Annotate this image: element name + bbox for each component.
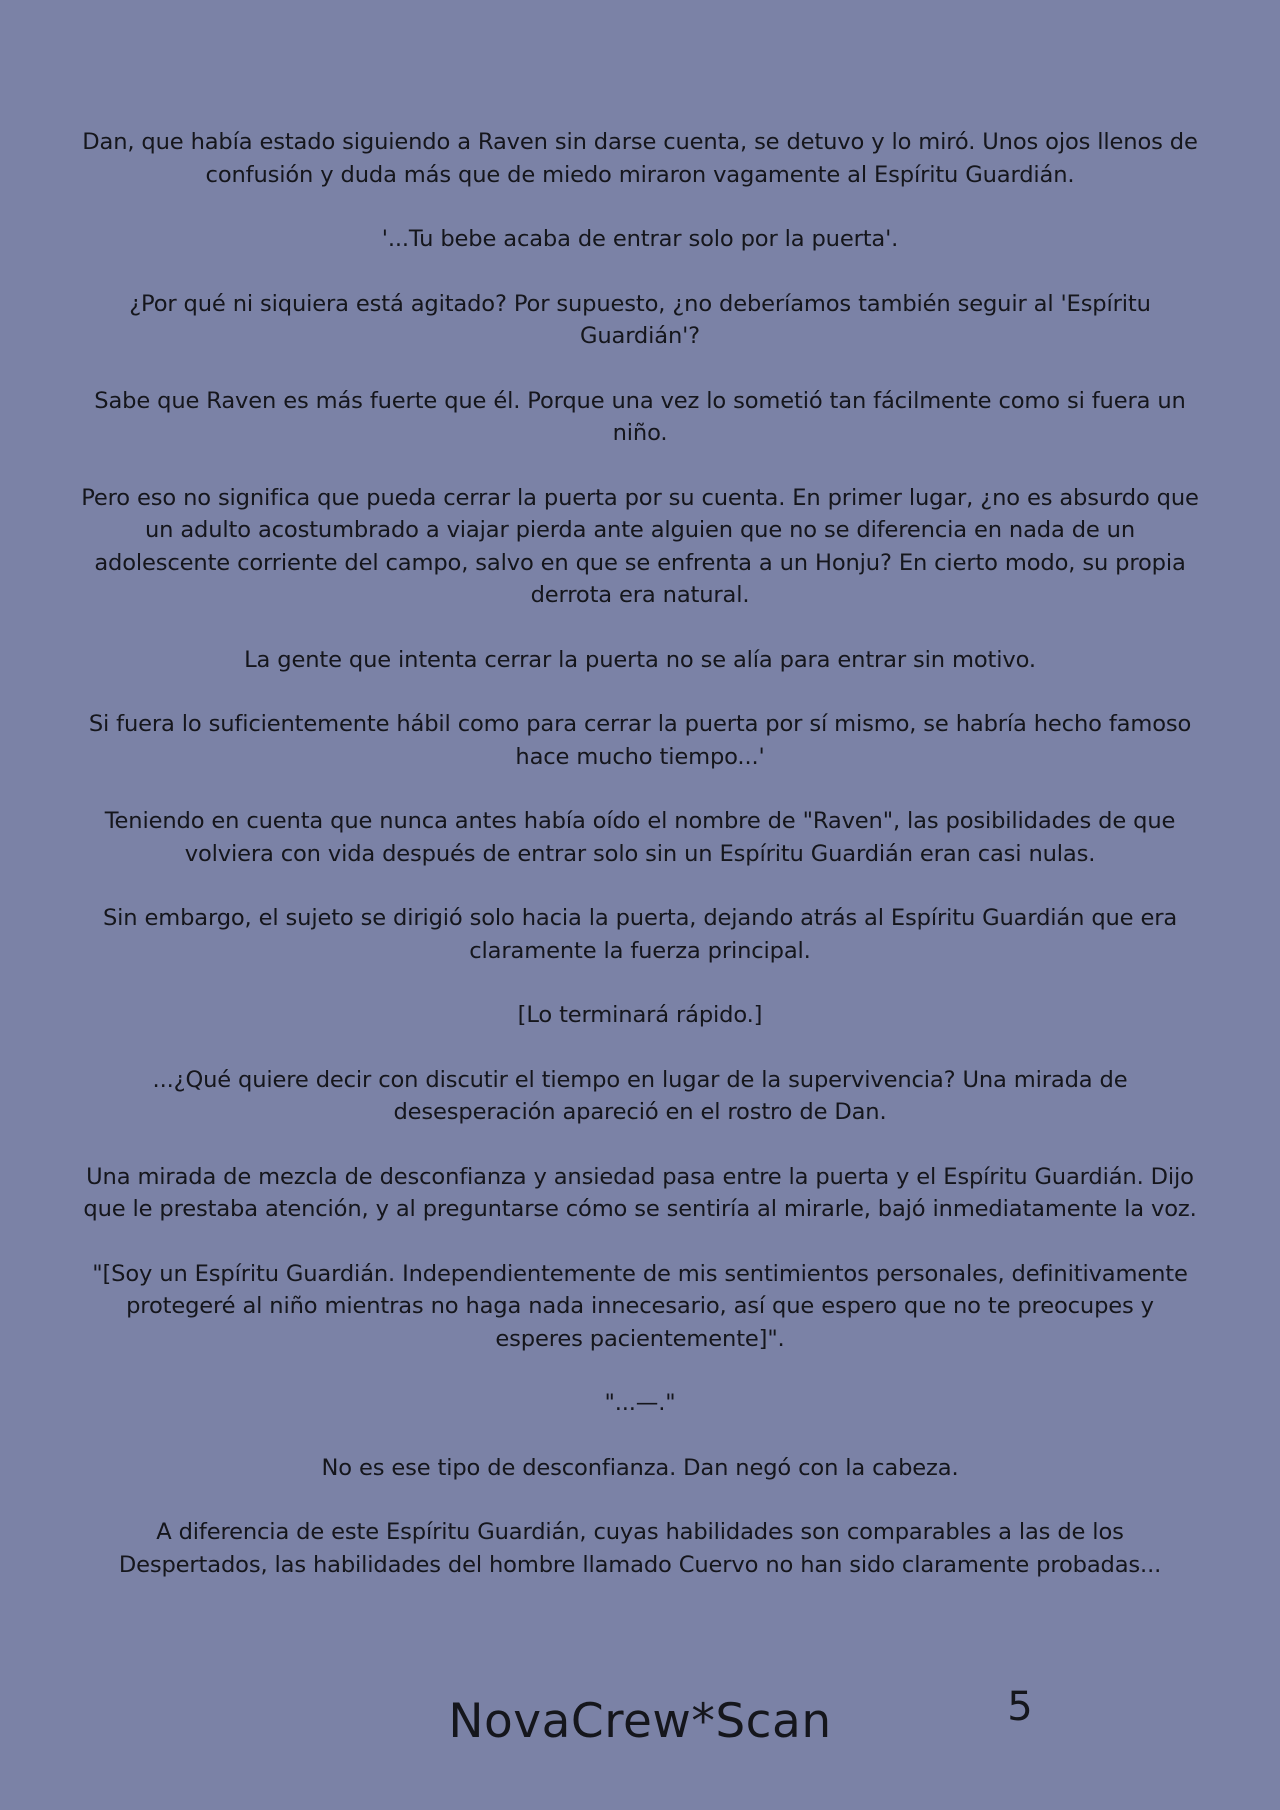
paragraph: La gente que intenta cerrar la puerta no se alía para entrar sin motivo. <box>244 646 1036 673</box>
paragraph: Sabe que Raven es más fuerte que él. Porque una vez lo sometió tan fácilmente como si fuera un niño. <box>94 387 1186 446</box>
paragraph: "[Soy un Espíritu Guardián. Independientemente de mis sentimientos personales, definitivamente protegeré al niño mientras no haga nada innecesario, así que espero que no te preocupes y esperes pacientemente]". <box>92 1260 1188 1352</box>
scanlation-credit: NovaCrew*Scan <box>448 1694 832 1749</box>
paragraph: Teniendo en cuenta que nunca antes había oído el nombre de "Raven", las posibilidades de que volviera con vida después de entrar solo sin un Espíritu Guardián eran casi nulas. <box>104 808 1176 867</box>
paragraph: Pero eso no significa que pueda cerrar la puerta por su cuenta. En primer lugar, ¿no es absurdo que un adulto acostumbrado a viajar pierda ante alguien que no se diferencia en nada de un adolescente corriente del campo, salvo en que se enfrenta a un Honju? En cierto modo, su propia derrota era natural. <box>81 484 1199 608</box>
paragraph: No es ese tipo de desconfianza. Dan negó con la cabeza. <box>321 1454 959 1481</box>
paragraph: A diferencia de este Espíritu Guardián, cuyas habilidades son comparables a las de los Despertados, las habilidades del hombre llamado Cuervo no han sido claramente probadas... <box>118 1519 1162 1578</box>
page-number: 5 <box>1007 1684 1033 1730</box>
paragraph: Sin embargo, el sujeto se dirigió solo hacia la puerta, dejando atrás al Espíritu Guardián que era claramente la fuerza principal. <box>102 905 1178 964</box>
paragraph: ¿Por qué ni siquiera está agitado? Por supuesto, ¿no deberíamos también seguir al 'Espíritu Guardián'? <box>129 290 1151 349</box>
paragraph: Dan, que había estado siguiendo a Raven sin darse cuenta, se detuvo y lo miró. Unos ojos llenos de confusión y duda más que de miedo miraron vagamente al Espíritu Guardián. <box>82 129 1198 188</box>
paragraph: [Lo terminará rápido.] <box>517 1002 763 1028</box>
page-text <box>80 126 1200 1613</box>
paragraph: '...Tu bebe acaba de entrar solo por la puerta'. <box>381 226 899 252</box>
paragraph: "...—." <box>604 1390 676 1416</box>
paragraph: ...¿Qué quiere decir con discutir el tiempo en lugar de la supervivencia? Una mirada de desesperación apareció en el rostro de Dan. <box>152 1066 1128 1125</box>
paragraph: Si fuera lo suficientemente hábil como para cerrar la puerta por sí mismo, se habría hecho famoso hace mucho tiempo...' <box>88 711 1192 770</box>
paragraph: Una mirada de mezcla de desconfianza y ansiedad pasa entre la puerta y el Espíritu Guardián. Dijo que le prestaba atención, y al preguntarse cómo se sentiría al mirarle, bajó inmediatamente la voz. <box>83 1163 1197 1222</box>
